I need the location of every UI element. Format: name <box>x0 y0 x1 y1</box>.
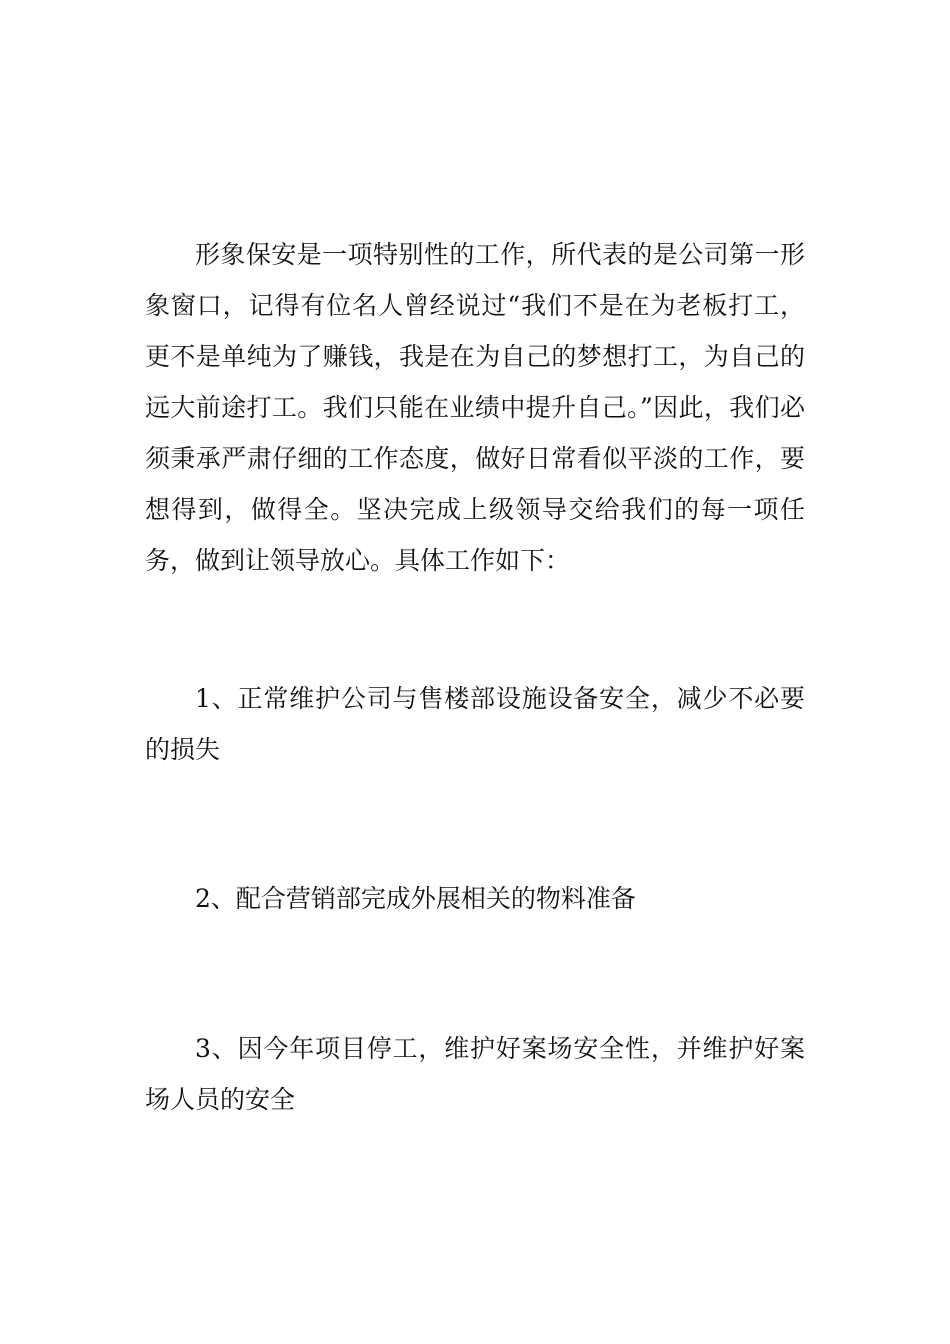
list-item-2: 2、配合营销部完成外展相关的物料准备 <box>195 884 636 913</box>
list-item-1: 1、正常维护公司与售楼部设施设备安全，减少不必要的损失 <box>145 684 805 764</box>
list-item-3: 3、因今年项目停工，维护好案场安全性，并维护好案场人员的安全 <box>145 1034 805 1114</box>
intro-paragraph: 形象保安是一项特别性的工作，所代表的是公司第一形象窗口，记得有位名人曾经说过“我们不是在为老板打工，更不是单纯为了赚钱，我是在为自己的梦想打工，为自己的远大前途打工。我们只能在业绩中提升自己。”因此，我们必须秉承严肃仔细的工作态度，做好日常看似平淡的工作，要想得到，做得全。坚决完成上级领导交给我们的每一项任务，做到让领导放心。具体工作如下： <box>145 240 805 575</box>
